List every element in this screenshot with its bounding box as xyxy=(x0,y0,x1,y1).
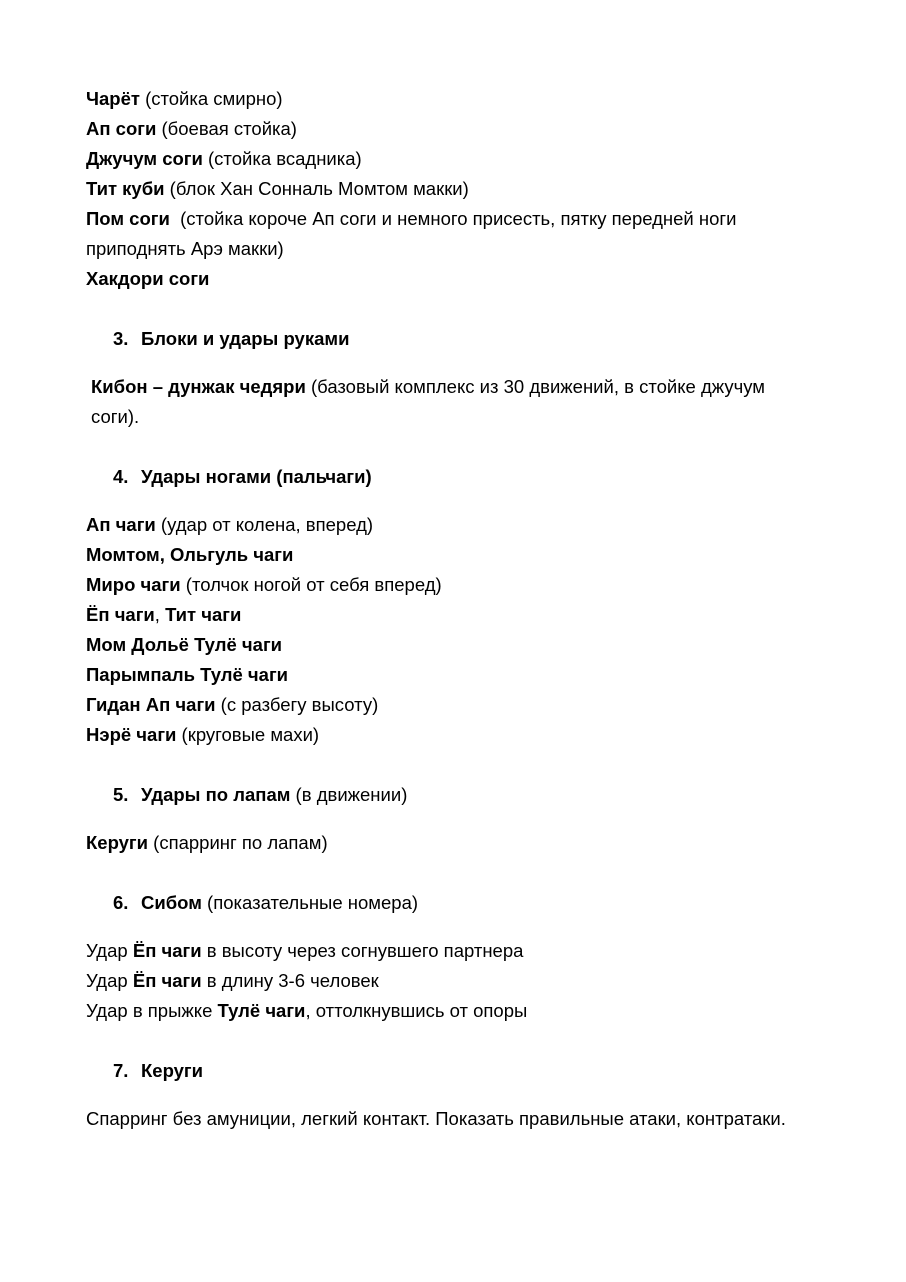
section-heading xyxy=(86,888,866,918)
kick-term: Мом Дольё Тулё чаги xyxy=(86,634,283,655)
kick-item xyxy=(86,630,866,660)
stance-note: (боевая стойка) xyxy=(156,118,297,139)
section-paragraph xyxy=(86,828,866,858)
kick-item xyxy=(86,510,866,540)
section-term: Кибон – дунжак чедяри xyxy=(91,376,306,397)
section-note: (базовый комплекс из 30 движений, в стойке джучум соги). xyxy=(91,376,765,427)
section-5 xyxy=(86,780,866,858)
stance-note: (стойка смирно) xyxy=(139,88,283,109)
stance-item xyxy=(86,114,866,144)
demo-term: Ёп чаги xyxy=(132,970,202,991)
section-number: 5. xyxy=(113,784,129,805)
kick-term: Тит чаги xyxy=(165,604,242,625)
kick-item xyxy=(86,540,866,570)
stance-term: Джучум соги xyxy=(86,148,203,169)
stance-term: Тит куби xyxy=(86,178,165,199)
demo-suffix: в высоту через согнувшего партнера xyxy=(201,940,524,961)
kick-item xyxy=(86,600,866,630)
section-number: 7. xyxy=(113,1060,129,1081)
kick-separator: , xyxy=(154,604,166,625)
kick-item xyxy=(86,660,866,690)
kick-item xyxy=(86,690,866,720)
stance-note: (блок Хан Сонналь Момтом макки) xyxy=(164,178,469,199)
kick-item xyxy=(86,720,866,750)
section-number: 3. xyxy=(113,328,129,349)
demo-prefix: Удар xyxy=(86,940,133,961)
section-heading xyxy=(86,1056,866,1086)
section-4 xyxy=(86,462,866,750)
demo-prefix: Удар xyxy=(86,970,133,991)
kick-note: (толчок ногой от себя вперед) xyxy=(180,574,442,595)
stance-term: Пом соги xyxy=(86,208,170,229)
kick-term: Миро чаги xyxy=(86,574,181,595)
kick-term: Момтом, Ольгуль чаги xyxy=(86,544,294,565)
kick-term: Парымпаль Тулё чаги xyxy=(86,664,289,685)
demo-suffix: в длину 3-6 человек xyxy=(201,970,379,991)
stances-list xyxy=(86,84,866,294)
kick-term: Ёп чаги xyxy=(86,604,155,625)
section-title-note: (в движении) xyxy=(290,784,408,805)
demo-term: Ёп чаги xyxy=(132,940,202,961)
section-title: Удары по лапам xyxy=(141,784,291,805)
kick-note: (круговые махи) xyxy=(176,724,320,745)
stance-item xyxy=(86,174,866,204)
kick-note: (удар от колена, вперед) xyxy=(155,514,374,535)
kick-term: Гидан Ап чаги xyxy=(86,694,216,715)
stance-term: Хакдори соги xyxy=(86,268,210,289)
stance-item xyxy=(86,144,866,174)
kick-term: Нэрё чаги xyxy=(86,724,177,745)
stance-note: (стойка всадника) xyxy=(202,148,362,169)
section-note: (спарринг по лапам) xyxy=(148,832,328,853)
demo-item xyxy=(86,936,866,966)
demo-prefix: Удар в прыжке xyxy=(86,1000,218,1021)
demo-suffix: , оттолкнувшись от опоры xyxy=(305,1000,528,1021)
document-content xyxy=(86,84,866,1134)
section-term: Керуги xyxy=(86,832,149,853)
kick-item xyxy=(86,570,866,600)
stance-term: Ап соги xyxy=(86,118,157,139)
section-heading xyxy=(86,462,866,492)
section-title: Блоки и удары руками xyxy=(141,328,350,349)
section-title-note: (показательные номера) xyxy=(201,892,419,913)
section-title: Сибом xyxy=(141,892,202,913)
stance-note: (стойка короче Ап соги и немного присесть, пятку передней ноги приподнять Арэ макки) xyxy=(86,208,742,259)
section-6 xyxy=(86,888,866,1026)
stance-item xyxy=(86,264,866,294)
section-heading xyxy=(86,780,866,810)
demo-term: Тулё чаги xyxy=(217,1000,306,1021)
kick-note: (с разбегу высоту) xyxy=(215,694,379,715)
section-3 xyxy=(86,324,866,432)
kick-term: Ап чаги xyxy=(86,514,156,535)
section-paragraph: Спарринг без амуниции, легкий контакт. Показать правильные атаки, контратаки. xyxy=(86,1108,786,1129)
section-7 xyxy=(86,1056,866,1134)
demo-item xyxy=(86,966,866,996)
section-title: Удары ногами (пальчаги) xyxy=(141,466,372,487)
stance-term: Чарёт xyxy=(86,88,140,109)
section-heading xyxy=(86,324,866,354)
stance-item xyxy=(86,204,786,264)
section-paragraph xyxy=(86,372,811,432)
stance-item xyxy=(86,84,866,114)
section-number: 6. xyxy=(113,892,129,913)
section-number: 4. xyxy=(113,466,129,487)
demo-item xyxy=(86,996,866,1026)
section-title: Керуги xyxy=(141,1060,204,1081)
